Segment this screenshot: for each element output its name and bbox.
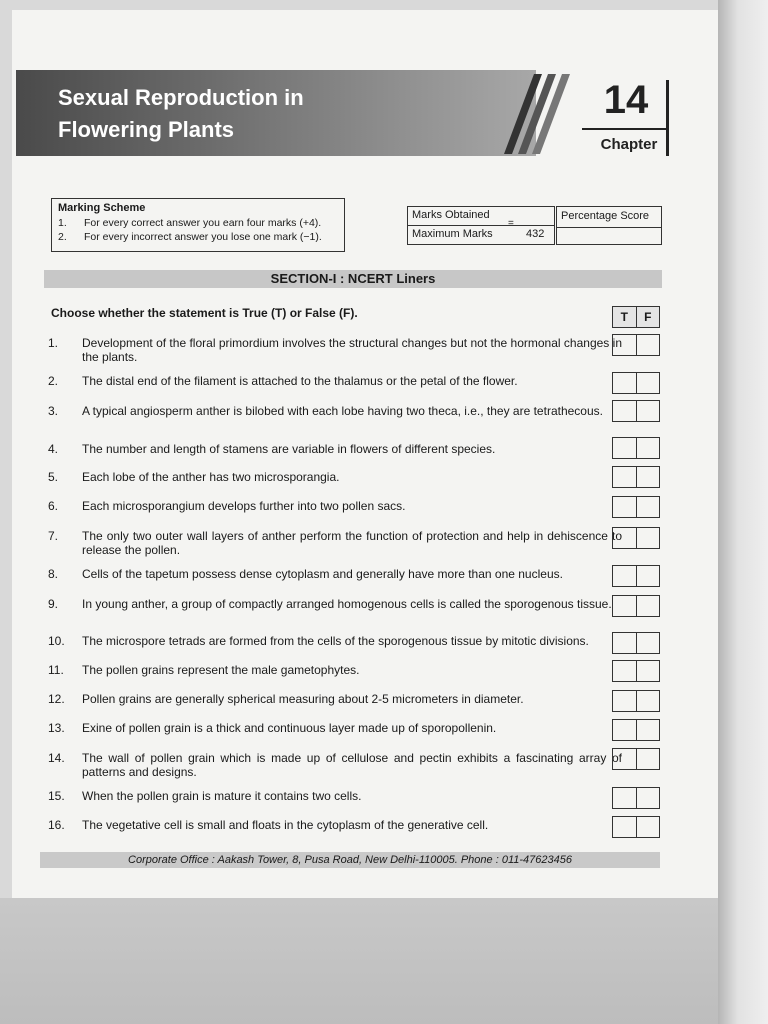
question-number: 10. xyxy=(48,634,65,648)
question-text: The only two outer wall layers of anther perform the function of protection and help in dehiscence to release the pollen. xyxy=(82,529,622,557)
false-answer-cell[interactable] xyxy=(637,438,660,458)
chapter-title xyxy=(58,82,498,146)
question-number: 6. xyxy=(48,499,59,513)
question-text: Each microsporangium develops further into two pollen sacs. xyxy=(82,499,406,513)
chapter-rule xyxy=(582,128,666,130)
question-number: 12. xyxy=(48,692,65,706)
tf-answer-box[interactable] xyxy=(612,787,660,809)
footer xyxy=(40,852,660,868)
question-number: 4. xyxy=(48,442,59,456)
question-number: 5. xyxy=(48,470,59,484)
question-text: The pollen grains represent the male gametophytes. xyxy=(82,663,360,677)
question-text: The distal end of the filament is attached to the thalamus or the petal of the flower. xyxy=(82,374,518,388)
question-text: When the pollen grain is mature it contains two cells. xyxy=(82,789,362,803)
false-answer-cell[interactable] xyxy=(637,335,660,355)
tf-answer-box[interactable] xyxy=(612,660,660,682)
true-answer-cell[interactable] xyxy=(613,817,637,837)
tf-answer-box[interactable] xyxy=(612,466,660,488)
false-answer-cell[interactable] xyxy=(637,749,660,769)
question-number: 1. xyxy=(48,336,59,350)
tf-answer-box[interactable] xyxy=(612,632,660,654)
tf-answer-box[interactable] xyxy=(612,527,660,549)
section-heading: SECTION-I : NCERT Liners xyxy=(44,270,662,288)
false-answer-cell[interactable] xyxy=(637,497,660,517)
percentage-score-label: Percentage Score xyxy=(561,210,650,222)
tf-answer-box[interactable] xyxy=(612,334,660,356)
false-answer-cell[interactable] xyxy=(637,596,660,616)
marking-scheme-box xyxy=(51,198,345,252)
percentage-box xyxy=(556,206,662,245)
question-text: A typical angiosperm anther is bilobed with each lobe having two theca, i.e., they are tetrathecous. xyxy=(82,404,603,418)
true-answer-cell[interactable] xyxy=(613,528,637,548)
true-answer-cell[interactable] xyxy=(613,566,637,586)
question-number: 11. xyxy=(48,663,64,677)
question-text: In young anther, a group of compactly arranged homogenous cells is called the sporogenous tissue. xyxy=(82,597,612,611)
true-answer-cell[interactable] xyxy=(613,788,637,808)
question-number: 7. xyxy=(48,529,59,543)
footer-text: : Aakash Tower, 8, Pusa Road, New Delhi-110005. Phone : 011-47623456 xyxy=(211,854,572,866)
marking-item-number: 1. xyxy=(58,217,67,229)
false-answer-cell[interactable] xyxy=(637,566,660,586)
true-answer-cell[interactable] xyxy=(613,749,637,769)
true-answer-cell[interactable] xyxy=(613,401,637,421)
question-number: 2. xyxy=(48,374,59,388)
question-text: Pollen grains are generally spherical measuring about 2-5 micrometers in diameter. xyxy=(82,692,524,706)
question-number: 9. xyxy=(48,597,59,611)
true-answer-cell[interactable] xyxy=(613,691,637,711)
marking-scheme-item xyxy=(58,216,338,230)
false-answer-cell[interactable] xyxy=(637,401,660,421)
true-answer-cell[interactable] xyxy=(613,467,637,487)
true-answer-cell[interactable] xyxy=(613,596,637,616)
question-text: The microspore tetrads are formed from the cells of the sporogenous tissue by mitotic divisions. xyxy=(82,634,589,648)
question-text: Cells of the tapetum possess dense cytoplasm and generally have more than one nucleus. xyxy=(82,567,563,581)
question-number: 14. xyxy=(48,751,65,765)
marks-box xyxy=(407,206,555,245)
chapter-vbar xyxy=(666,80,669,156)
percentage-divider xyxy=(557,227,661,228)
question-text: Each lobe of the anther has two microsporangia. xyxy=(82,470,340,484)
tf-answer-box[interactable] xyxy=(612,748,660,770)
question-number: 16. xyxy=(48,818,65,832)
true-answer-cell[interactable] xyxy=(613,633,637,653)
question-number: 8. xyxy=(48,567,59,581)
false-answer-cell[interactable] xyxy=(637,467,660,487)
true-answer-cell[interactable] xyxy=(613,335,637,355)
marks-divider xyxy=(408,225,554,226)
false-answer-cell[interactable] xyxy=(637,691,660,711)
tf-answer-box[interactable] xyxy=(612,816,660,838)
marking-item-text: For every correct answer you earn four marks (+4). xyxy=(84,217,322,229)
question-text: Development of the floral primordium involves the structural changes but not the hormonal changes in the plants. xyxy=(82,336,622,364)
tf-answer-box[interactable] xyxy=(612,372,660,394)
question-text: The wall of pollen grain which is made up of cellulose and pectin exhibits a fascinating array of patterns and designs. xyxy=(82,751,622,779)
page-shadow xyxy=(0,898,768,1024)
question-number: 13. xyxy=(48,721,65,735)
marking-scheme-item xyxy=(58,230,338,244)
marks-obtained-label: Marks Obtained xyxy=(412,209,490,221)
false-answer-cell[interactable] xyxy=(637,720,660,740)
true-answer-cell[interactable] xyxy=(613,720,637,740)
chapter-title-line1: Sexual Reproduction in xyxy=(58,85,304,110)
true-answer-cell[interactable] xyxy=(613,373,637,393)
question-text: The vegetative cell is small and floats in the cytoplasm of the generative cell. xyxy=(82,818,489,832)
tf-answer-box[interactable] xyxy=(612,565,660,587)
marks-equals: = xyxy=(508,218,514,229)
question-number: 3. xyxy=(48,404,59,418)
false-answer-cell[interactable] xyxy=(637,528,660,548)
question-number: 15. xyxy=(48,789,65,803)
true-answer-cell[interactable] xyxy=(613,661,637,681)
marking-item-text: For every incorrect answer you lose one mark (−1). xyxy=(84,231,322,243)
marking-item-number: 2. xyxy=(58,231,67,243)
scan-edge xyxy=(718,0,768,1024)
tf-header-true: T xyxy=(613,307,637,327)
tf-answer-box[interactable] xyxy=(612,719,660,741)
tf-answer-box[interactable] xyxy=(612,595,660,617)
false-answer-cell[interactable] xyxy=(637,633,660,653)
maximum-marks-label: Maximum Marks xyxy=(412,228,493,240)
question-text: Exine of pollen grain is a thick and continuous layer made up of sporopollenin. xyxy=(82,721,497,735)
slash-decoration xyxy=(500,70,580,160)
tf-answer-box[interactable] xyxy=(612,437,660,459)
question-text: The number and length of stamens are variable in flowers of different species. xyxy=(82,442,496,456)
tf-header xyxy=(612,306,660,328)
true-answer-cell[interactable] xyxy=(613,497,637,517)
false-answer-cell[interactable] xyxy=(637,661,660,681)
footer-label: Corporate Office xyxy=(128,854,209,866)
chapter-label: Chapter xyxy=(600,136,658,153)
false-answer-cell[interactable] xyxy=(637,373,660,393)
false-answer-cell[interactable] xyxy=(637,817,660,837)
true-answer-cell[interactable] xyxy=(613,438,637,458)
maximum-marks-value: 432 xyxy=(526,228,545,240)
chapter-number: 14 xyxy=(603,78,649,122)
false-answer-cell[interactable] xyxy=(637,788,660,808)
marking-scheme-title: Marking Scheme xyxy=(58,202,146,214)
tf-answer-box[interactable] xyxy=(612,400,660,422)
tf-answer-box[interactable] xyxy=(612,496,660,518)
chapter-title-line2: Flowering Plants xyxy=(58,117,235,142)
tf-header-false: F xyxy=(644,310,652,324)
instruction-text: Choose whether the statement is True (T) or False (F). xyxy=(51,306,358,320)
tf-answer-box[interactable] xyxy=(612,690,660,712)
